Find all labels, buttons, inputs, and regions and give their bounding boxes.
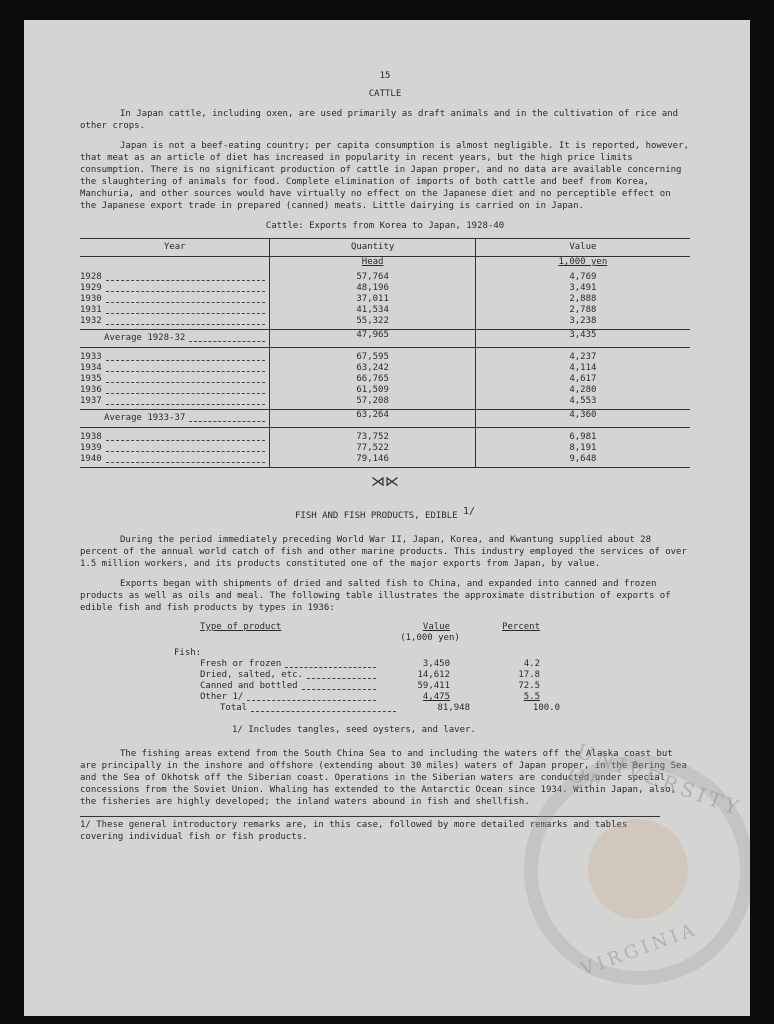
quantity-cell: 77,522 bbox=[356, 443, 389, 453]
type-row bbox=[200, 681, 560, 692]
value-cell: 4,237 bbox=[569, 352, 597, 362]
page-content bbox=[80, 70, 690, 851]
total-value: 81,948 bbox=[437, 703, 470, 713]
year-label bbox=[80, 454, 269, 465]
university-seal-watermark bbox=[524, 738, 750, 985]
type-label: Dried, salted, etc. bbox=[200, 670, 303, 680]
quantity-cell: 63,242 bbox=[356, 363, 389, 373]
cattle-table-caption: Cattle: Exports from Korea to Japan, 1928-40 bbox=[265, 221, 505, 231]
section-divider-ornament: ⋊⋉ bbox=[371, 474, 399, 490]
fish-paragraph-2: Exports began with shipments of dried and salted fish to China, and expanded into canned and frozen products as well as oils and meal. The following table illustrates the approximate distribution of exports of edible fish and fish products by types in 1936: bbox=[80, 579, 671, 613]
value-cell: 9,648 bbox=[569, 454, 597, 464]
year-label bbox=[80, 352, 269, 363]
year-group bbox=[80, 348, 690, 410]
quantity-cell: 41,534 bbox=[356, 305, 389, 315]
group-label: Fish: bbox=[174, 648, 202, 658]
year-label bbox=[80, 396, 269, 407]
year-label bbox=[80, 294, 269, 305]
value-cell: 4,617 bbox=[569, 374, 597, 384]
cattle-exports-table bbox=[80, 238, 690, 468]
value-cell: 4,769 bbox=[569, 272, 597, 282]
year-group bbox=[80, 428, 690, 468]
type-percent: 4.2 bbox=[523, 659, 540, 669]
value-cell: 4,553 bbox=[569, 396, 597, 406]
type-percent: 17.8 bbox=[518, 670, 540, 680]
value-cell: 4,280 bbox=[569, 385, 597, 395]
cattle-title: CATTLE bbox=[368, 89, 402, 99]
type-table-footnote: 1/ Includes tangles, seed oysters, and laver. bbox=[232, 725, 476, 735]
year-text: 1931 bbox=[80, 305, 102, 315]
average-label: Average 1933-37 bbox=[104, 413, 186, 423]
page-footnote-text: 1/ These general introductory remarks are, in this case, followed by more detailed remarks and tables covering individual fish or fish products. bbox=[80, 820, 628, 842]
unit-quantity: Head bbox=[361, 257, 384, 267]
year-text: 1936 bbox=[80, 385, 102, 395]
quantity-cell: 67,595 bbox=[356, 352, 389, 362]
year-text: 1934 bbox=[80, 363, 102, 373]
year-text: 1940 bbox=[80, 454, 102, 464]
col-header-quantity: Quantity bbox=[270, 239, 475, 257]
total-label: Total bbox=[220, 703, 248, 713]
fish-paragraph-1: During the period immediately preceding World War II, Japan, Korea, and Kwantung supplied about 28 percent of the annual world catch of fish and other marine products. This industry employed the services of over 1.5 million workers, and its products constituted one of the major exports from Japan, by value. bbox=[80, 535, 687, 569]
type-row bbox=[200, 670, 560, 681]
value-cell: 8,191 bbox=[569, 443, 597, 453]
year-text: 1930 bbox=[80, 294, 102, 304]
type-value: 59,411 bbox=[417, 681, 450, 691]
value-cell: 3,491 bbox=[569, 283, 597, 293]
document-page bbox=[24, 20, 750, 1016]
seal-text-top: UNIVERSITY OF bbox=[565, 738, 746, 821]
year-label bbox=[80, 443, 269, 454]
year-text: 1932 bbox=[80, 316, 102, 326]
col-header-value: Value bbox=[422, 622, 450, 632]
average-label: Average 1928-32 bbox=[104, 333, 186, 343]
fish-type-table bbox=[174, 622, 560, 714]
cattle-paragraph-1: In Japan cattle, including oxen, are used primarily as draft animals and in the cultivation of rice and other crops. bbox=[80, 109, 679, 131]
value-cell: 6,981 bbox=[569, 432, 597, 442]
value-cell: 2,788 bbox=[569, 305, 597, 315]
quantity-cell: 73,752 bbox=[356, 432, 389, 442]
year-label bbox=[80, 283, 269, 294]
type-percent: 72.5 bbox=[518, 681, 540, 691]
total-percent: 100.0 bbox=[532, 703, 560, 713]
year-label bbox=[80, 305, 269, 316]
fish-title bbox=[80, 506, 690, 522]
quantity-cell: 66,765 bbox=[356, 374, 389, 384]
quantity-cell: 57,764 bbox=[356, 272, 389, 282]
quantity-cell: 79,146 bbox=[356, 454, 389, 464]
average-quantity: 47,965 bbox=[270, 330, 475, 348]
col-header-value: Value bbox=[475, 239, 690, 257]
fish-title-text: FISH AND FISH PRODUCTS, EDIBLE bbox=[294, 511, 458, 521]
year-label bbox=[80, 363, 269, 374]
unit-value: 1,000 yen bbox=[558, 257, 608, 267]
average-row bbox=[80, 330, 690, 348]
seal-center bbox=[588, 819, 688, 919]
col-header-year: Year bbox=[80, 239, 270, 257]
year-text: 1935 bbox=[80, 374, 102, 384]
type-label: Fresh or frozen bbox=[200, 659, 282, 669]
year-text: 1929 bbox=[80, 283, 102, 293]
type-label: Other 1/ bbox=[200, 692, 244, 702]
year-text: 1938 bbox=[80, 432, 102, 442]
value-cell: 2,888 bbox=[569, 294, 597, 304]
year-label bbox=[80, 432, 269, 443]
quantity-cell: 61,509 bbox=[356, 385, 389, 395]
type-value: 4,475 bbox=[422, 692, 450, 702]
type-percent: 5.5 bbox=[523, 692, 540, 702]
quantity-cell: 37,011 bbox=[356, 294, 389, 304]
year-label bbox=[80, 374, 269, 385]
type-value: 3,450 bbox=[422, 659, 450, 669]
quantity-cell: 55,322 bbox=[356, 316, 389, 326]
average-value: 4,360 bbox=[475, 410, 690, 428]
col-header-type: Type of product bbox=[200, 622, 282, 632]
year-text: 1928 bbox=[80, 272, 102, 282]
year-group bbox=[80, 268, 690, 330]
fish-paragraph-3: The fishing areas extend from the South China Sea to and including the waters off the Alaska coast but are principally in the inshore and offshore (extending about 30 miles) waters of Japan proper, in the Bering Sea and the Sea of Okhotsk off the Siberian coast. Operations in the Siberian waters are conducted under special concessions from the Soviet Union. Whaling has extended to the Antarctic Ocean since 1934. Within Japan, also, the fisheries are highly developed; the inland waters abound in fish and shellfish. bbox=[80, 749, 687, 807]
value-cell: 3,238 bbox=[569, 316, 597, 326]
page-number: 15 bbox=[379, 71, 391, 81]
type-label: Canned and bottled bbox=[200, 681, 298, 691]
value-cell: 4,114 bbox=[569, 363, 597, 373]
col-value-unit: (1,000 yen) bbox=[400, 633, 460, 643]
type-row bbox=[200, 692, 560, 703]
type-value: 14,612 bbox=[417, 670, 450, 680]
cattle-paragraph-2: Japan is not a beef-eating country; per capita consumption is almost negligible. It is reported, however, that meat as an article of diet has increased in popularity in recent years, but the high price limits consumption. There is no significant production of cattle in Japan proper, and no data are available concerning the slaughtering of animals for food. Complete elimination of imports of both cattle and beef from Korea, Manchuria, and other sources would have virtually no effect on the Japanese diet and no perceptible effect on the Japanese export trade in prepared (canned) meats. Little dairying is carried on in Japan. bbox=[80, 141, 689, 211]
col-header-percent: Percent bbox=[502, 622, 540, 632]
year-label bbox=[80, 316, 269, 327]
average-value: 3,435 bbox=[475, 330, 690, 348]
quantity-cell: 48,196 bbox=[356, 283, 389, 293]
year-text: 1937 bbox=[80, 396, 102, 406]
year-label bbox=[80, 385, 269, 396]
average-row bbox=[80, 410, 690, 428]
type-total-row bbox=[200, 703, 560, 714]
type-row bbox=[200, 659, 560, 670]
year-text: 1939 bbox=[80, 443, 102, 453]
year-text: 1933 bbox=[80, 352, 102, 362]
average-quantity: 63,264 bbox=[270, 410, 475, 428]
year-label bbox=[80, 272, 269, 283]
quantity-cell: 57,208 bbox=[356, 396, 389, 406]
fish-title-footnote-mark: 1/ bbox=[462, 506, 476, 517]
seal-text-bottom: VIRGINIA bbox=[578, 918, 701, 981]
